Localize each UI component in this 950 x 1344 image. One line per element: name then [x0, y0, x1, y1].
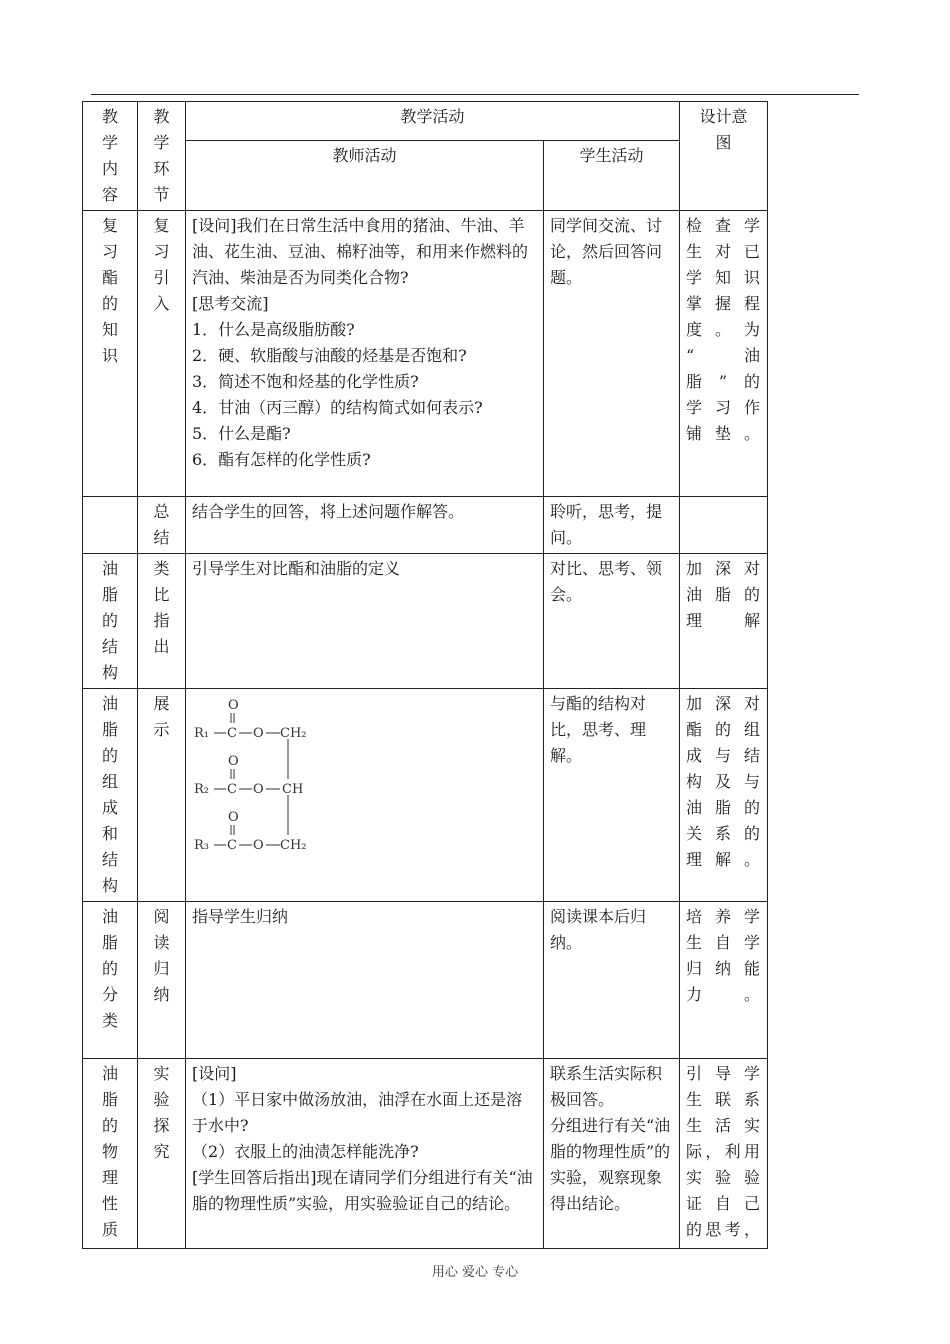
row-design: 引导学 生联系 生活实 际，利用 实验验 证自己 的思考， [680, 1059, 768, 1249]
table-row [83, 689, 768, 902]
row-design: 加深对 油脂的 理解 [680, 554, 768, 689]
row-content: 复 习 酯 的 知 识 [83, 211, 138, 497]
formula-c1: C [227, 726, 237, 741]
header-teacher: 教师活动 [186, 141, 544, 211]
row-student: 与酯的结构对比，思考、理解。 [544, 689, 680, 902]
formula-o-bottom: O [228, 810, 239, 825]
page-footer: 用心 爱心 专心 [431, 1265, 519, 1280]
row-stage: 总 结 [138, 497, 186, 554]
row-student: 对比、思考、领会。 [544, 554, 680, 689]
row-stage: 实 验 探 究 [138, 1059, 186, 1249]
row-content: 油 脂 的 物 理 性 质 [83, 1059, 138, 1249]
formula-ch2-top: CH₂ [280, 726, 307, 741]
table-row [83, 497, 768, 554]
table-row [83, 554, 768, 689]
table-row [83, 1059, 768, 1249]
row-teacher [186, 689, 544, 902]
row-stage: 展 示 [138, 689, 186, 902]
top-rule [91, 94, 859, 95]
row-teacher: [设问] （1）平日家中做汤放油，油浮在水面上还是溶于水中? （2）衣服上的油渍怎样能洗净? [学生回答后指出]现在请同学们分组进行有关“油脂的物理性质”实验，用实验验证自己的结论。 [186, 1059, 544, 1249]
row-teacher: 结合学生的回答，将上述问题作解答。 [186, 497, 544, 554]
lesson-plan-table [82, 101, 768, 1249]
table-row [83, 211, 768, 497]
row-design: 检查学 生对已 学知识 掌握程 度。为 “ 油 脂”的 学习作 铺垫。 [680, 211, 768, 497]
row-content [83, 497, 138, 554]
row-teacher: [设问]我们在日常生活中食用的猪油、牛油、羊油、花生油、豆油、棉籽油等，和用来作燃料的汽油、柴油是否为同类化合物? [思考交流] 1．什么是高级脂肪酸? 2．硬、软脂酸与油酸的烃基是否饱和? 3．简述不饱和烃基的化学性质? 4．甘油（丙三醇）的结构简式如何表示? 5．什么是酯? 6．酯有怎样的化学性质? [186, 211, 544, 497]
header-content: 教 学 内 容 [83, 102, 138, 211]
row-student: 同学间交流、讨论，然后回答问题。 [544, 211, 680, 497]
formula-o2: O [253, 782, 264, 797]
formula-ch: CH [282, 782, 304, 797]
row-design: 加深对 酯的组 成与结 构及与 油脂的 关系的 理解。 [680, 689, 768, 902]
row-student: 阅读课本后归纳。 [544, 902, 680, 1059]
row-student: 联系生活实际积极回答。 分组进行有关“油脂的物理性质”的实验，观察现象得出结论。 [544, 1059, 680, 1249]
formula-c2: C [227, 782, 237, 797]
formula-o1: O [253, 726, 264, 741]
formula-ch2-bottom: CH₂ [280, 838, 307, 853]
row-design: 培养学 生自学 归纳能 力。 [680, 902, 768, 1059]
formula-o3: O [253, 838, 264, 853]
formula-o-top: O [228, 698, 239, 713]
row-design [680, 497, 768, 554]
header-activities: 教学活动 [186, 102, 680, 141]
header-stage: 教 学 环 节 [138, 102, 186, 211]
row-content: 油 脂 的 结 构 [83, 554, 138, 689]
formula-c3: C [227, 838, 237, 853]
header-row-top [83, 102, 768, 141]
formula-r3: R₃ [194, 838, 209, 853]
formula-o-mid: O [228, 754, 239, 769]
header-student: 学生活动 [544, 141, 680, 211]
row-student: 聆听，思考，提问。 [544, 497, 680, 554]
header-design: 设计意 图 [680, 102, 768, 211]
row-stage: 类 比 指 出 [138, 554, 186, 689]
formula-r2: R₂ [194, 782, 209, 797]
row-content: 油 脂 的 分 类 [83, 902, 138, 1059]
row-teacher: 引导学生对比酯和油脂的定义 [186, 554, 544, 689]
row-teacher: 指导学生归纳 [186, 902, 544, 1059]
table-row [83, 902, 768, 1059]
row-content: 油 脂 的 组 成 和 结 构 [83, 689, 138, 902]
triglyceride-structure-formula [192, 691, 352, 877]
formula-r1: R₁ [194, 726, 209, 741]
row-stage: 复 习 引 入 [138, 211, 186, 497]
header-row-bottom [83, 141, 768, 211]
row-stage: 阅 读 归 纳 [138, 902, 186, 1059]
